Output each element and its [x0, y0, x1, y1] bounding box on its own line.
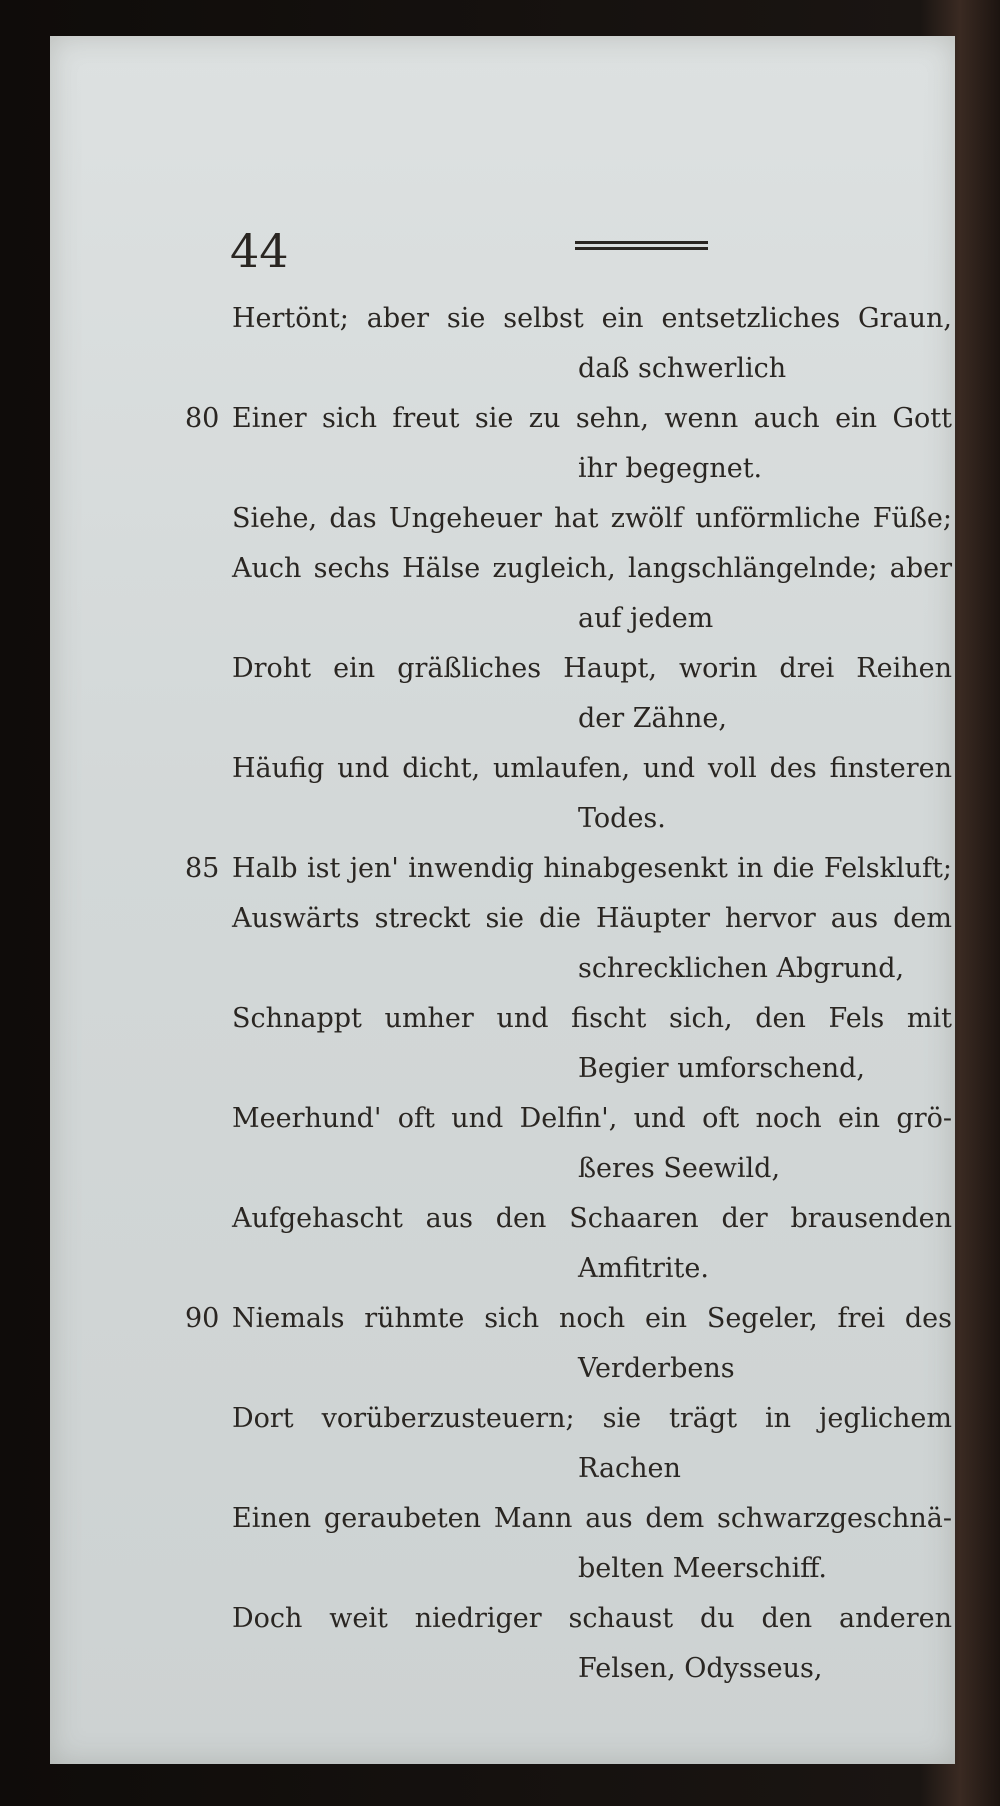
verse-text: der Zähne,: [578, 703, 727, 734]
verse-text: Aufgehascht aus den Schaaren der brausenden: [232, 1203, 952, 1234]
verse-line: [50, 544, 955, 594]
verse-text: belten Meerschiff.: [578, 1553, 828, 1584]
verse-text: Auswärts streckt sie die Häupter hervor aus dem: [232, 903, 952, 934]
verse-text: Verderbens: [578, 1353, 735, 1384]
verse-line: [50, 1194, 955, 1244]
verse-line: [50, 644, 955, 694]
verse-line: [50, 1294, 955, 1344]
verse-text: Todes.: [578, 803, 666, 834]
verse-text: Halb ist jen' inwendig hinabgesenkt in die Felskluft;: [232, 853, 952, 884]
verse-text: Einer sich freut sie zu sehn, wenn auch ein Gott: [232, 403, 952, 434]
verse-continuation: [50, 1544, 955, 1594]
verse-text: Felsen, Odysseus,: [578, 1653, 823, 1684]
verse-text: Einen geraubeten Mann aus dem schwarzgeschnä-: [232, 1503, 952, 1534]
verse-continuation: [50, 1344, 955, 1394]
verse-text: Begier umforschend,: [578, 1053, 865, 1084]
verse-continuation: [50, 794, 955, 844]
verse-line: [50, 994, 955, 1044]
verse-continuation: [50, 944, 955, 994]
verse-line: [50, 494, 955, 544]
verse-continuation: [50, 594, 955, 644]
verse-line: [50, 844, 955, 894]
verse-text: Niemals rühmte sich noch ein Segeler, frei des: [232, 1303, 952, 1334]
verse-text: Auch sechs Hälse zugleich, langschlängelnde; aber: [232, 553, 952, 584]
verse-line: [50, 394, 955, 444]
line-number: 80: [185, 403, 220, 434]
verse-continuation: [50, 1144, 955, 1194]
verse-continuation: [50, 1244, 955, 1294]
verse-continuation: [50, 694, 955, 744]
verse-text: schrecklichen Abgrund,: [578, 953, 905, 984]
page-number: 44: [230, 224, 289, 278]
verse-text: Rachen: [578, 1453, 681, 1484]
verse-line: [50, 1094, 955, 1144]
verse-continuation: [50, 344, 955, 394]
header-rule: [575, 241, 708, 250]
verse-text: Schnappt umher und fischt sich, den Fels mit: [232, 1003, 952, 1034]
verse-line: [50, 1594, 955, 1644]
verse-text: Hertönt; aber sie selbst ein entsetzliches Graun,: [232, 303, 952, 334]
verse-line: [50, 744, 955, 794]
verse-text: Meerhund' oft und Delfin', und oft noch ein grö-: [232, 1103, 952, 1134]
verse-text: Droht ein gräßliches Haupt, worin drei Reihen: [232, 653, 952, 684]
verse-text: auf jedem: [578, 603, 714, 634]
line-number: 85: [185, 853, 220, 884]
verse-line: [50, 1394, 955, 1444]
verse-line: [50, 894, 955, 944]
verse-text: daß schwerlich: [578, 353, 787, 384]
verse-text: Dort vorüberzusteuern; sie trägt in jeglichem: [232, 1403, 952, 1434]
verse-text: Siehe, das Ungeheuer hat zwölf unförmliche Füße;: [232, 503, 952, 534]
verse-text: Doch weit niedriger schaust du den anderen: [232, 1603, 952, 1634]
verse-continuation: [50, 1044, 955, 1094]
verse-block: [50, 294, 955, 1694]
verse-continuation: [50, 1444, 955, 1494]
verse-text: Häufig und dicht, umlaufen, und voll des finsteren: [232, 753, 952, 784]
verse-line: [50, 1494, 955, 1544]
verse-continuation: [50, 1644, 955, 1694]
verse-line: [50, 294, 955, 344]
verse-text: ihr begegnet.: [578, 453, 763, 484]
line-number: 90: [185, 1303, 220, 1334]
verse-continuation: [50, 444, 955, 494]
book-page: [50, 36, 955, 1764]
verse-text: ßeres Seewild,: [578, 1153, 781, 1184]
verse-text: Amfitrite.: [578, 1253, 709, 1284]
